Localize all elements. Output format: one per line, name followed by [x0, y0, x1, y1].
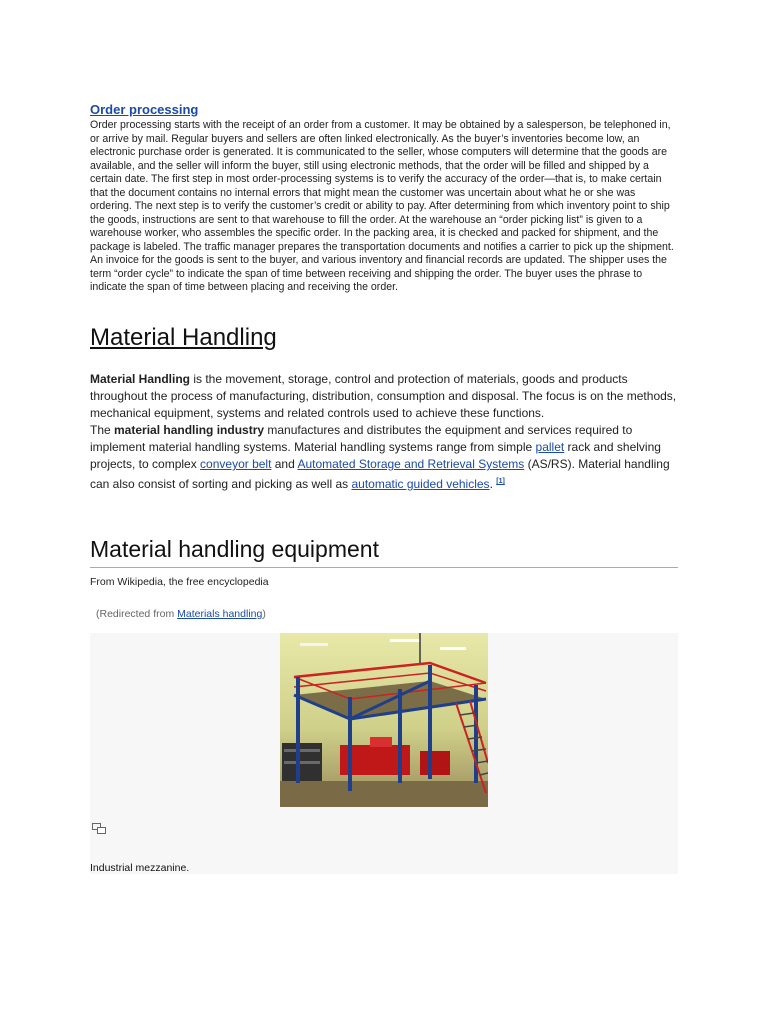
term-material-handling-industry: material handling industry: [114, 423, 265, 437]
mh-p2-mid1: manufactures and distributes the equipment and services required to implement material handling systems. Material handling systems range from simple: [90, 423, 633, 454]
mezzanine-photo[interactable]: [280, 633, 488, 807]
link-asrs[interactable]: Automated Storage and Retrieval Systems: [297, 457, 525, 471]
from-wikipedia-note: From Wikipedia, the free encyclopedia: [90, 576, 269, 588]
link-automatic-guided-vehicles[interactable]: automatic guided vehicles: [351, 477, 490, 491]
footnote-link[interactable]: [1]: [496, 478, 505, 485]
link-materials-handling[interactable]: Materials handling: [177, 608, 263, 620]
redirect-note: [96, 608, 266, 620]
link-pallet[interactable]: pallet: [535, 440, 565, 454]
link-conveyor-belt[interactable]: conveyor belt: [200, 457, 272, 471]
mh-p2-start: The: [90, 423, 115, 437]
mh-p2-mid4: (AS/RS). Material handling can also consist of sorting and picking as well as: [90, 457, 670, 491]
mh-p2-mid3: and: [271, 457, 298, 471]
order-processing-heading[interactable]: Order processing: [90, 102, 199, 117]
mh-p2-mid2: rack and shelving projects, to complex: [90, 440, 661, 471]
figure-container: [90, 633, 678, 874]
equipment-heading: Material handling equipment: [90, 536, 678, 568]
mh-p2-end: .: [489, 477, 497, 491]
figure-caption: Industrial mezzanine.: [90, 862, 190, 874]
enlarge-icon[interactable]: [92, 823, 106, 834]
mezzanine-illustration: [280, 633, 488, 807]
term-material-handling: Material Handling: [90, 372, 191, 386]
mh-p1-text: is the movement, storage, control and protection of materials, goods and products throughout the process of manufacturing, distribution, consumption and disposal. The focus is on the methods, mechanical equipment, systems and related controls used to achieve these functions.: [90, 372, 677, 420]
redirect-suffix: ): [262, 608, 266, 620]
material-handling-body: [90, 371, 680, 493]
order-processing-body: Order processing starts with the receipt of an order from a customer. It may be obtained by a salesperson, be telephoned in, or arrive by mail. Regular buyers and sellers are often linked electronically. As the buyer’s inventories become low, an electronic purchase order is generated. It is communicated to the seller, whose computers will determine that the goods are available, and the seller will inform the buyer, still using electronic methods, that the order will be filled and shipped by a certain date. The first step in most order-processing systems is to verify the accuracy of the order—that is, to make certain that the document contains no internal errors that might mean the customer was uncertain about what he or she was ordering. The next step is to verify the customer’s credit or ability to pay. After determining from which inventory point to ship the goods, instructions are sent to that warehouse to fill the order. At the warehouse an “order picking list” is given to a warehouse worker, who assembles the specific order. In the packing area, it is checked and packed for shipment, and the package is labeled. The traffic manager prepares the transportation documents and notifies a carrier to pick up the shipment. An invoice for the goods is sent to the buyer, and various inventory and financial records are updated. The shipper uses the term “order cycle” to indicate the span of time between receiving and shipping the order. The buyer uses the phrase to indicate the span of time between placing and receiving the order.: [90, 119, 674, 293]
redirect-prefix: (Redirected from: [96, 608, 178, 620]
material-handling-heading: Material Handling: [90, 324, 277, 351]
